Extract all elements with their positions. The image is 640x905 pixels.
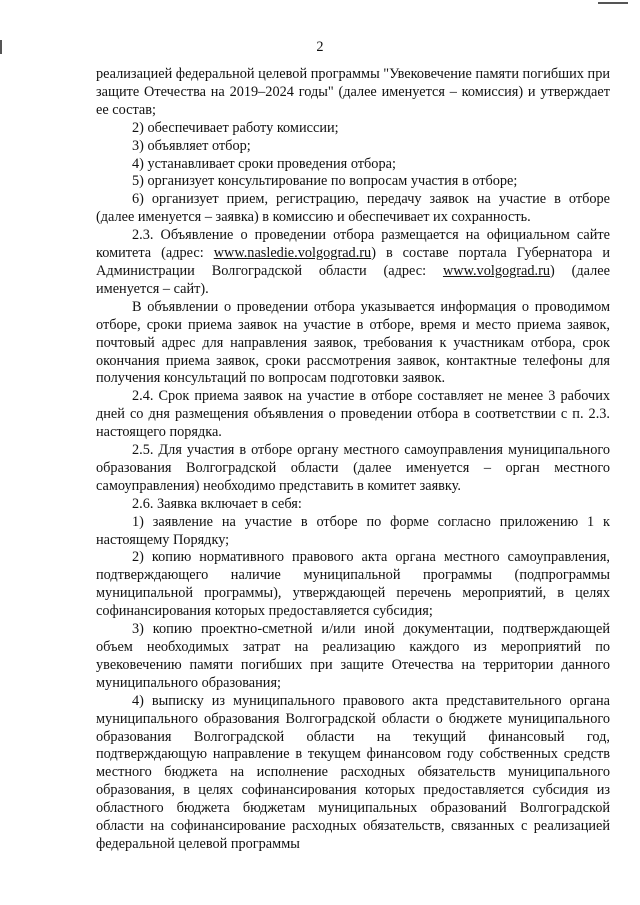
paragraph: 1) заявление на участие в отборе по форме согласно приложению 1 к настоящему Порядку; — [96, 513, 610, 548]
document-body — [96, 66, 610, 854]
paragraph: 2.5. Для участия в отборе органу местного самоуправления муниципального образования Волгоградской области (далее именуется – орган местного самоуправления) необходимо представить в комитет заявку. — [96, 442, 610, 494]
text-fragment: 2.3. Объявление о проведении отбора размещается на официальном сайте комитета (адрес: — [96, 227, 610, 262]
paragraph: 6) организует прием, регистрацию, передачу заявок на участие в отборе (далее именуется – заявка) в комиссию и обеспечивает их сохранность. — [96, 191, 610, 226]
paragraph: 2.6. Заявка включает в себя: — [132, 495, 302, 512]
paragraph: 3) копию проектно-сметной и/или иной документации, подтверждающей объем необходимых затрат на реализацию каждого из мероприятий по увековечению памяти погибших при защите Отечества на территории данного муниципального образования; — [96, 621, 610, 691]
paragraph: 2) обеспечивает работу комиссии; — [132, 119, 339, 136]
website-link-nasledie[interactable]: www.nasledie.volgograd.ru — [213, 245, 372, 262]
paragraph: 4) устанавливает сроки проведения отбора; — [132, 155, 396, 172]
paragraph: 4) выписку из муниципального правового акта представительного органа муниципального образования Волгоградской области о бюджете муниципального образования Волгоградской области на текущий финансовый год, подтверждающую направление в текущем финансовом году собственных средств местного бюджета на исполнение расходных обязательств муниципального образования, в целях софинансирования которых предоставляется субсидия из областного бюджета бюджетам муниципальных образований Волгоградской области на софинансирование расходных обязательств, связанных с реализацией федеральной целевой программы — [96, 692, 610, 852]
paragraph: В объявлении о проведении отбора указывается информация о проводимом отборе, сроки приема заявок на участие в отборе, время и место приема заявок, почтовый адрес для направления заявок, требования к участникам отбора, срок окончания приема заявок, сроки рассмотрения заявок, контактные телефоны для получения консультаций по вопросам подготовки заявок. — [96, 298, 610, 387]
paragraph: 3) объявляет отбор; — [132, 137, 251, 154]
website-link-volgograd[interactable]: www.volgograd.ru — [442, 262, 551, 279]
text-fragment: ) в составе портала Губернатора и Администрации Волгоградской области (адрес: — [96, 245, 610, 279]
text-fragment: ) (далее именуется – сайт). — [96, 262, 610, 297]
scan-mark-top-right — [598, 2, 628, 4]
paragraph-2-3 — [96, 227, 610, 299]
paragraph: 2.4. Срок приема заявок на участие в отборе составляет не менее 3 рабочих дней со дня размещения объявления о проведении отбора в соответствии с п. 2.3. настоящего порядка. — [96, 388, 610, 441]
paragraph: реализацией федеральной целевой программы "Увековечение памяти погибших при защите Отечества на 2019–2024 годы" (далее именуется – комиссия) и утверждает ее состав; — [96, 66, 610, 118]
paragraph: 5) организует консультирование по вопросам участия в отборе; — [132, 173, 518, 190]
page-number: 2 — [316, 39, 324, 55]
paragraph: 2) копию нормативного правового акта органа местного самоуправления, подтверждающего наличие муниципальной программы (подпрограммы муниципальной программы), утверждающей перечень мероприятий, в целях софинансирования которых предоставляется субсидия; — [96, 549, 610, 620]
